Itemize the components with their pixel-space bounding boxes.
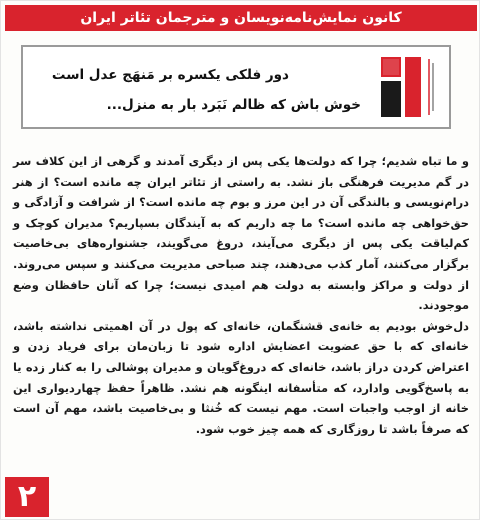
quote-line-1: دور فلکی یکسره بر مَنهَج عدل است <box>51 67 289 83</box>
header-title: کانون نمایش‌نامه‌نویسان و مترجمان تئاتر ایران <box>5 5 477 31</box>
article-body <box>13 151 469 439</box>
quote-line-2: خوش باش که ظالم نَبَرد بار به منزل... <box>106 97 361 113</box>
article-paragraph-2: دل‌خوش بودیم به خانه‌ی قشنگمان، خانه‌ای که پول در آن اهمیتی نداشته باشد، خانه‌ای که با حق عضویت اعضایش اداره شود تا زبان‌مان برای فریاد زدن و اعتراض کردن دراز باشد، خانه‌ای که دروغ‌گویان و مدیران پوشالی را به کنار زده یا به پاسخ‌گویی وادارد، که متأسفانه اینگونه هم نشد. ظاهراً حفظ چهاردیواری این خانه از اوجب واجبات است. مهم نیست که خُنثا و بی‌خاصیت باشد، مهم آن است که صرفاً باشد تا روزگاری که همه چیز خوب شود. <box>13 318 469 436</box>
quote-box <box>21 45 451 129</box>
page-number: ۲ <box>5 477 49 517</box>
article-paragraph-1: و ما تباه شدیم؛ چرا که دولت‌ها یکی پس از دیگری آمدند و گرهی از این کلاف سر در گم مدیریت فرهنگی باز نشد. به راستی از تئاتر ایران چه مانده است؟ از هنر درام‌نویسی و بالندگی آن در این مرز و بوم چه مانده است؟ از شرافت و آزادگی و حق‌خواهی چه مانده است؟ ما چه داریم که به آیندگان بسپاریم؟ مدیران کوچک و کم‌لیاقت یکی پس از دیگری می‌آیند، دروغ می‌گویند، جشنواره‌های بی‌خاصیت برگزار می‌کنند، آمار کذب می‌دهند، چند صباحی مدیریت می‌کنند و سپس می‌روند. از دولت و مراکز وابسته به دولت هم امیدی نیست؛ چرا که آنان حافظان وضع موجودند. <box>13 154 469 313</box>
theatre-society-logo-icon <box>373 51 441 123</box>
